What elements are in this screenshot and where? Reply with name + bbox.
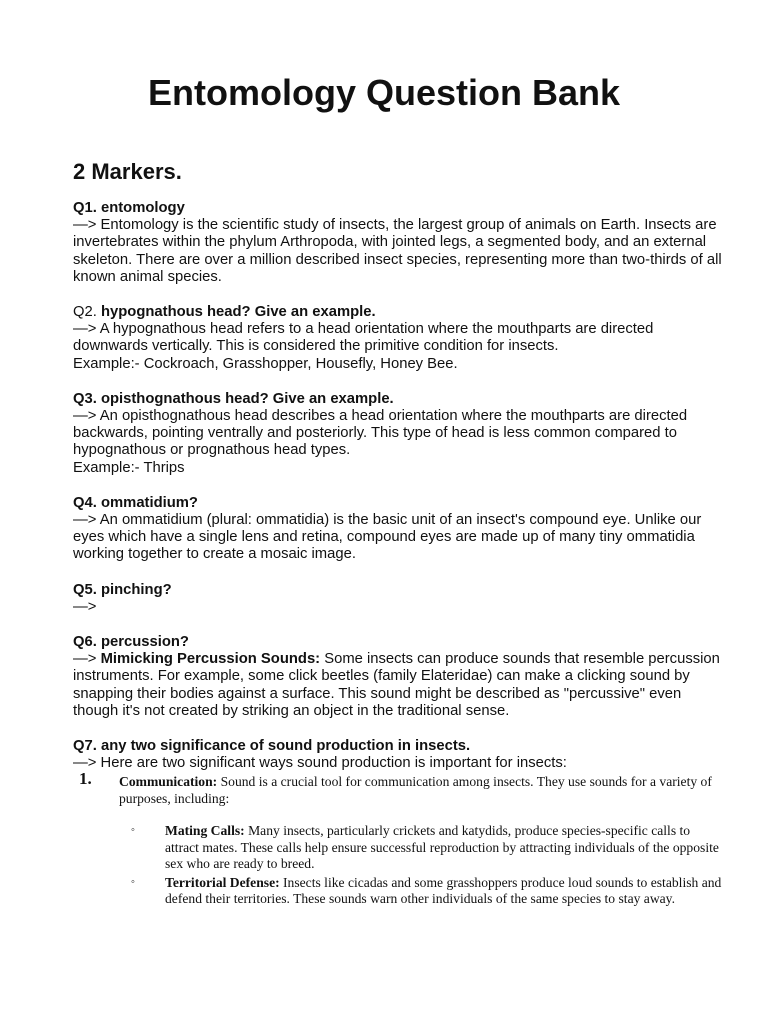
question-3 — [73, 391, 723, 477]
question-6 — [73, 634, 723, 720]
question-7 — [73, 738, 723, 908]
numbered-list — [73, 769, 723, 908]
question-list — [73, 200, 723, 926]
answer-text: —> — [73, 598, 97, 615]
question-title: Q1. entomology — [73, 200, 185, 216]
list-number: 1. — [79, 769, 92, 789]
bullet-item-bold: Territorial Defense: — [165, 874, 280, 890]
example-text: Example:- Thrips — [73, 459, 185, 476]
answer-bold-lead: Mimicking Percussion Sounds: — [100, 651, 321, 668]
list-item — [73, 769, 723, 908]
question-title: hypognathous head? Give an example. — [100, 304, 376, 321]
question-title: Q6. percussion? — [73, 634, 189, 651]
bullet-item-text: Insects like cicadas and some grasshoppers produce loud sounds to establish and defend their territories. These sounds warn other individuals of the same species to stay away. — [165, 874, 722, 907]
answer-arrow: —> — [73, 651, 97, 668]
question-title-row — [73, 304, 723, 321]
bullet-item — [119, 823, 723, 873]
example-text: Example:- Cockroach, Grasshopper, Housefly, Honey Bee. — [73, 355, 458, 372]
answer-intro: —> Here are two significant ways sound production is important for insects: — [73, 755, 567, 772]
list-item-text: Sound is a crucial tool for communication among insects. They use sounds for a variety of purposes, including: — [119, 774, 712, 806]
bullet-item-text: Many insects, particularly crickets and katydids, produce species-specific calls to attract mates. These calls help ensure successful reproduction by attracting individuals of the opposite sex who are ready to breed. — [165, 823, 719, 872]
question-title: Q4. ommatidium? — [73, 494, 198, 511]
hollow-bullet-icon: ◦ — [131, 875, 135, 888]
bullet-list — [119, 823, 723, 908]
hollow-bullet-icon: ◦ — [131, 824, 135, 837]
question-title: Q5. pinching? — [73, 581, 172, 598]
question-title: Q3. opisthognathous head? Give an example. — [73, 390, 394, 407]
question-4 — [73, 495, 723, 564]
question-2 — [73, 304, 723, 373]
question-number: Q2. — [73, 304, 97, 321]
bullet-item-bold: Mating Calls: — [165, 823, 245, 839]
list-item-bold: Communication: — [119, 774, 218, 790]
section-heading: 2 Markers. — [73, 159, 182, 184]
answer-paragraph — [73, 651, 723, 720]
question-5 — [73, 582, 723, 616]
page-title: Entomology Question Bank — [147, 72, 621, 113]
question-title: Q7. any two significance of sound production in insects. — [73, 738, 471, 755]
answer-text: Some insects can produce sounds that resemble percussion instruments. For example, some click beetles (family Elateridae) can make a clicking sound by snapping their bodies against a surface. This sound might be described as "percussive" even though it's not created by striking an object in the traditional sense. — [73, 651, 720, 719]
answer-text: —> An opisthognathous head describes a head orientation where the mouthparts are directed backwards, pointing ventrally and posteriorly. This type of head is less common compared to hypognathous or prognathous head types. — [73, 408, 688, 459]
answer-text: —> A hypognathous head refers to a head orientation where the mouthparts are directed downwards vertically. This is considered the primitive condition for insects. — [73, 321, 654, 355]
bullet-item — [119, 875, 723, 908]
answer-text: —> Entomology is the scientific study of insects, the largest group of animals on Earth. Insects are invertebrates within the phylum Arthropoda, with jointed legs, a segmented body, and an external skeleton. There are over a million described insect species, representing more than two-thirds of all known animal species. — [73, 217, 722, 285]
answer-text: —> An ommatidium (plural: ommatidia) is the basic unit of an insect's compound eye. Unlike our eyes which have a single lens and retina, compound eyes are made up of many tiny ommatidia working together to create a mosaic image. — [73, 512, 702, 563]
question-1 — [73, 200, 723, 286]
